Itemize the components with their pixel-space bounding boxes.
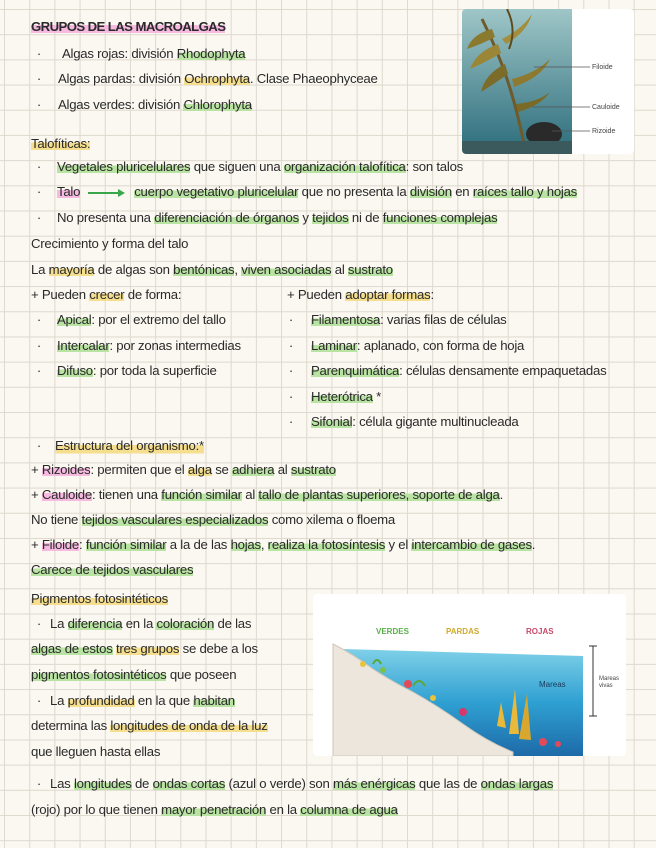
arrow-icon xyxy=(88,188,126,198)
label-mareas-vivas: Mareas vivas xyxy=(599,676,620,689)
growth-heading: + Pueden crecer de forma: xyxy=(31,287,182,302)
forms-heading: + Pueden adoptar formas: xyxy=(287,287,434,302)
depth-illustration xyxy=(313,594,626,756)
label-verdes: VERDES xyxy=(376,627,409,636)
pigmentos-p2b: determina las longitudes de onda de la luz xyxy=(31,718,268,733)
crecimiento-intro: La mayoría de algas son bentónicas, viven asociadas al sustrato xyxy=(31,262,393,277)
cauloide-line: + Cauloide: tienen una función similar al tallo de plantas superiores, soporte de alga. xyxy=(31,487,504,502)
thallus-figure xyxy=(462,9,634,154)
label-filoide: Filoide xyxy=(592,64,613,71)
pigmentos-p1c: pigmentos fotosintéticos que poseen xyxy=(31,667,237,682)
label-mareas: Mareas xyxy=(539,680,566,689)
label-pardas: PARDAS xyxy=(446,627,480,636)
crecimiento-title: Crecimiento y forma del talo xyxy=(31,236,189,251)
label-cauloide: Cauloide xyxy=(592,104,620,111)
talofiticas-title: Talofíticas: xyxy=(31,136,91,151)
page-title: GRUPOS DE LAS MACROALGAS xyxy=(31,19,226,34)
pigmentos-p1b: algas de estos tres grupos se debe a los xyxy=(31,641,258,656)
pigmentos-title: Pigmentos fotosintéticos xyxy=(31,591,168,606)
filoide-line-2: Carece de tejidos vasculares xyxy=(31,562,194,577)
rizoides-line: + Rizoides: permiten que el alga se adhiera al sustrato xyxy=(31,462,336,477)
pigmentos-p3b: (rojo) por lo que tienen mayor penetración en la columna de agua xyxy=(31,802,398,817)
label-rizoide: Rizoide xyxy=(592,128,616,135)
pigmentos-p2c: que lleguen hasta ellas xyxy=(31,744,161,759)
filoide-line: + Filoide: función similar a la de las hojas, realiza la fotosíntesis y el intercambio de gases. xyxy=(31,537,536,552)
cauloide-line-2: No tiene tejidos vasculares especializados como xilema o floema xyxy=(31,512,395,527)
label-rojas: ROJAS xyxy=(526,627,554,636)
depth-figure xyxy=(313,594,626,756)
